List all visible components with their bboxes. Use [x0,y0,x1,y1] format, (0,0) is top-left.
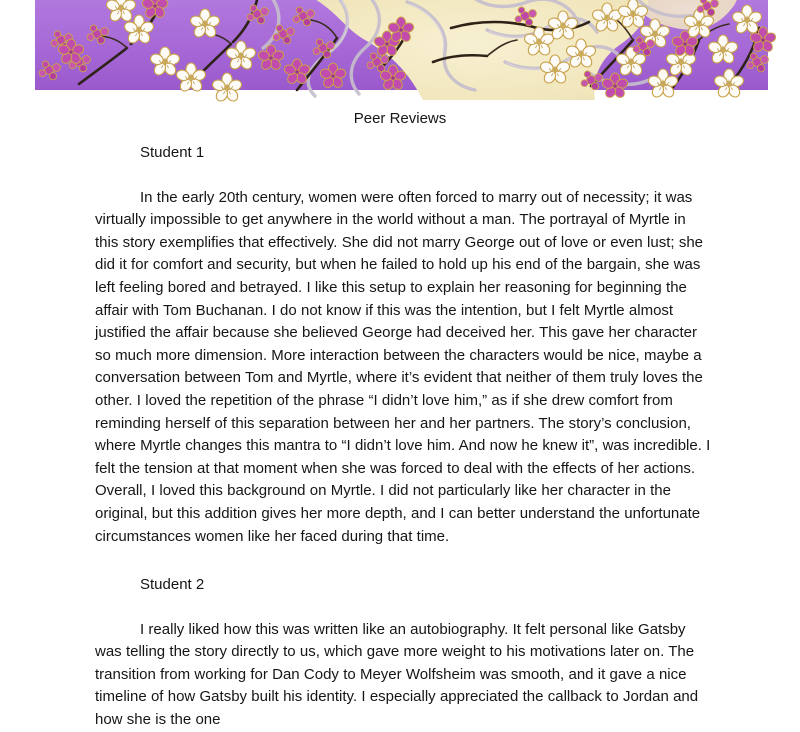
review-paragraph-student-1: In the early 20th century, women were often forced to marry out of necessity; it was virtually impossible to get anywhere in the world without a man. The portrayal of Myrtle in this story exemplifies that effectively. She did not marry George out of love or even lust; she did it for comfort and security, but when he failed to hold up his end of the bargain, she was left feeling bored and betrayed. I like this setup to explain her reasoning for beginning the affair with Tom Buchanan. I do not know if this was the intention, but I felt Myrtle almost justified the affair because she believed George had deceived her. This gave her character so much more dimension. More interaction between the characters would be nice, maybe a conversation between Tom and Myrtle, where it’s evident that neither of them truly loves the other. I loved the repetition of the phrase “I didn’t love him,” as if she drew comfort from reminding herself of this separation between her and her partners. The story’s conclusion, where Myrtle changes this mantra to “I didn’t love him. And now he knew it”, was incredible. I felt the tension at that moment when she was forced to deal with the effects of her actions. Overall, I loved this background on Myrtle. I did not particularly like her character in the original, but this addition gives her more depth, and I can better understand the unfortunate circumstances women like her faced during that time. [95,188,711,545]
banner-artwork [35,0,768,90]
document-body [95,142,711,732]
floral-cherry-blossom-banner [35,0,768,90]
page-title: Peer Reviews [353,110,447,127]
review-paragraph-student-2: I really liked how this was written like an autobiography. It felt personal like Gatsby was telling the story directly to us, which gave more weight to his motivations later on. The transition from working for Dan Cody to Meyer Wolfsheim was smooth, and it gave a nice timeline of how Gatsby built his identity. I especially appreciated the callback to Jordan and how she is the one [95,620,699,729]
section-heading-student-2: Student 2 [140,576,205,594]
section-heading-student-1: Student 1 [140,144,205,161]
